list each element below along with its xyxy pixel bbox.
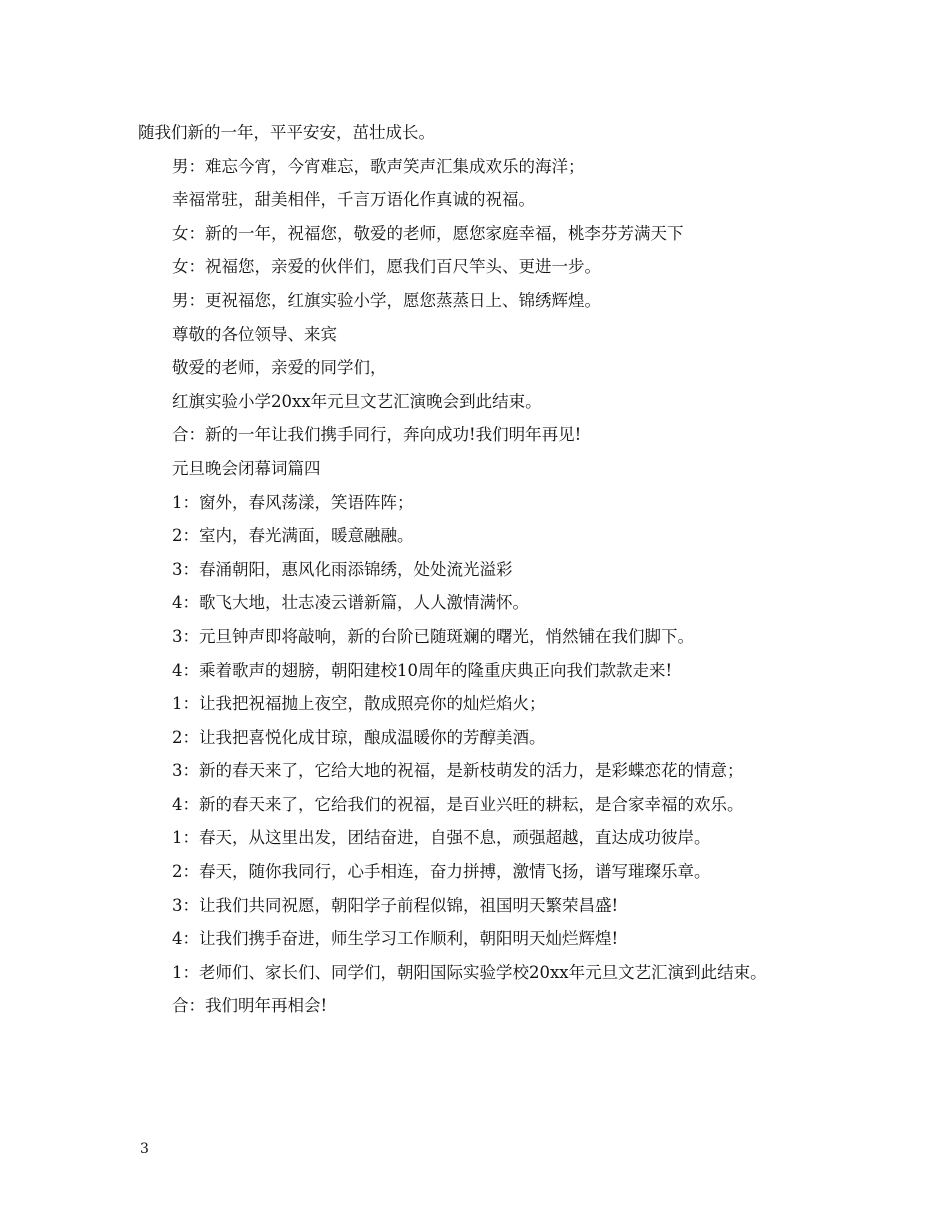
paragraph: 敬爱的老师，亲爱的同学们， xyxy=(172,358,387,378)
paragraph: 3：春涌朝阳，惠风化雨添锦绣，处处流光溢彩 xyxy=(172,559,513,579)
paragraph: 幸福常驻，甜美相伴，千言万语化作真诚的祝福。 xyxy=(172,190,535,210)
paragraph: 合：新的一年让我们携手同行，奔向成功!我们明年再见! xyxy=(172,425,582,445)
paragraph: 4：乘着歌声的翅膀，朝阳建校10周年的隆重庆典正向我们款款走来! xyxy=(172,660,673,680)
paragraph: 4：歌飞大地，壮志凌云谱新篇，人人激情满怀。 xyxy=(172,593,529,613)
paragraph: 随我们新的一年，平平安安，茁壮成长。 xyxy=(138,123,435,142)
paragraph: 红旗实验小学20xx年元旦文艺汇演晚会到此结束。 xyxy=(172,391,542,411)
paragraph: 1：春天，从这里出发，团结奋进，自强不息，顽强超越，直达成功彼岸。 xyxy=(172,828,711,848)
paragraph: 女：祝福您，亲爱的伙伴们，愿我们百尺竿头、更进一步。 xyxy=(172,257,601,277)
paragraph: 1：窗外，春风荡漾，笑语阵阵； xyxy=(172,492,414,512)
paragraph: 4：新的春天来了，它给我们的祝福，是百业兴旺的耕耘，是合家幸福的欢乐。 xyxy=(172,794,744,814)
paragraph: 男：难忘今宵，今宵难忘，歌声笑声汇集成欢乐的海洋； xyxy=(172,156,585,176)
paragraph: 2：室内，春光满面，暖意融融。 xyxy=(172,526,414,546)
paragraph: 3：元旦钟声即将敲响，新的台阶已随斑斓的曙光，悄然铺在我们脚下。 xyxy=(172,626,694,646)
paragraph: 合：我们明年再相会! xyxy=(172,996,328,1016)
paragraph: 3：让我们共同祝愿，朝阳学子前程似锦，祖国明天繁荣昌盛! xyxy=(172,895,619,915)
page-number: 3 xyxy=(140,1141,149,1157)
paragraph: 1：老师们、家长们、同学们，朝阳国际实验学校20xx年元旦文艺汇演到此结束。 xyxy=(172,962,767,982)
document-body xyxy=(138,116,814,1023)
paragraph: 尊敬的各位领导、来宾 xyxy=(172,324,337,344)
paragraph: 2：让我把喜悦化成甘琼，酿成温暖你的芳醇美酒。 xyxy=(172,727,546,747)
paragraph: 女：新的一年，祝福您，敬爱的老师，愿您家庭幸福，桃李芬芳满天下 xyxy=(172,223,684,243)
paragraph: 1：让我把祝福抛上夜空，散成照亮你的灿烂焰火； xyxy=(172,694,546,714)
paragraph: 4：让我们携手奋进，师生学习工作顺利，朝阳明天灿烂辉煌! xyxy=(172,929,619,949)
paragraph: 男：更祝福您，红旗实验小学，愿您蒸蒸日上、锦绣辉煌。 xyxy=(172,290,601,310)
section-heading: 元旦晚会闭幕词篇四 xyxy=(172,458,321,478)
paragraph: 2：春天，随你我同行，心手相连，奋力拼搏，激情飞扬，谱写璀璨乐章。 xyxy=(172,862,711,882)
paragraph: 3：新的春天来了，它给大地的祝福，是新枝萌发的活力，是彩蝶恋花的情意； xyxy=(172,761,744,781)
